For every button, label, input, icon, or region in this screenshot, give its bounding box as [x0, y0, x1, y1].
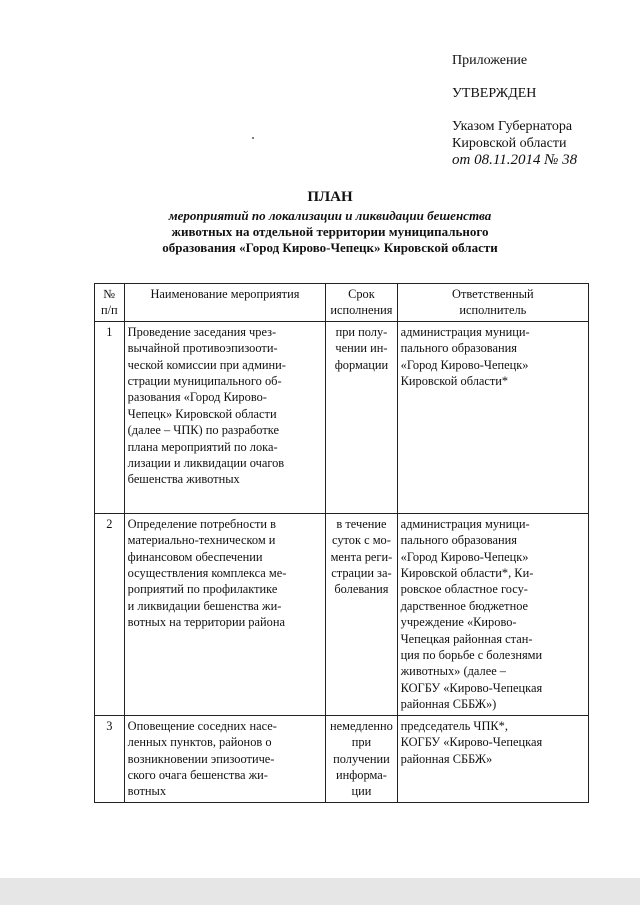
row-deadline: немедленно при получении информа- ции: [326, 715, 397, 802]
header-number: № п/п: [95, 284, 125, 322]
table-row: [95, 321, 589, 513]
title-line-3: образования «Город Кирово-Чепецк» Кировской области: [162, 240, 498, 255]
row-responsible: администрация муници- пального образования «Город Кирово-Чепецк» Кировской области*, Ки- ровское областное госу- дарственное бюджетное учреждение «Кирово- Чепецкая районная стан- ция по борьбе с болезнями животных» (далее – КОГБУ «Кирово-Чепецкая районная СББЖ»): [397, 513, 588, 715]
row-number: 2: [95, 513, 125, 715]
decree-line-1: Указом Губернатора: [452, 119, 573, 134]
approval-block: [452, 52, 577, 169]
scan-speck: [252, 137, 254, 139]
measures-table: [94, 283, 589, 803]
row-responsible: администрация муници- пального образования «Город Кирово-Чепецк» Кировской области*: [397, 321, 588, 513]
scan-bottom-edge: [0, 878, 640, 905]
header-name: Наименование мероприятия: [124, 284, 326, 322]
approved-label: УТВЕРЖДЕН: [452, 86, 537, 101]
title-plan: ПЛАН: [307, 189, 353, 205]
row-measure: Определение потребности в материально-техническом и финансовом обеспечении осуществления комплекса ме- роприятий по профилактике и ликвидации бешенства жи- вотных на территории района: [124, 513, 326, 715]
table-header-row: [95, 284, 589, 322]
table-row: [95, 715, 589, 802]
row-number: 3: [95, 715, 125, 802]
title-line-1: мероприятий по локализации и ликвидации бешенства: [168, 208, 492, 223]
document-title: [80, 186, 580, 256]
annex-label: Приложение: [452, 53, 528, 68]
row-measure: Проведение заседания чрез- вычайной противоэпизооти- ческой комиссии при админи- страции муниципального об- разования «Город Кирово- Чепецк» Кировской области (далее – ЧПК) по разработке плана мероприятий по лока- лизации и ликвидации очагов бешенства животных: [124, 321, 326, 513]
title-line-2: животных на отдельной территории муниципального: [171, 224, 489, 239]
header-deadline: Срок исполнения: [326, 284, 397, 322]
row-deadline: при полу- чении ин- формации: [326, 321, 397, 513]
header-responsible: Ответственный исполнитель: [397, 284, 588, 322]
decree-line-2: Кировской области: [452, 136, 567, 151]
row-deadline: в течение суток с мо- мента реги- страции за- болевания: [326, 513, 397, 715]
decree-date-number: от 08.11.2014 № 38: [452, 152, 578, 168]
table-row: [95, 513, 589, 715]
row-number: 1: [95, 321, 125, 513]
row-responsible: председатель ЧПК*, КОГБУ «Кирово-Чепецкая районная СББЖ»: [397, 715, 588, 802]
row-measure: Оповещение соседних насе- ленных пунктов, районов о возникновении эпизоотиче- ского очага бешенства жи- вотных: [124, 715, 326, 802]
